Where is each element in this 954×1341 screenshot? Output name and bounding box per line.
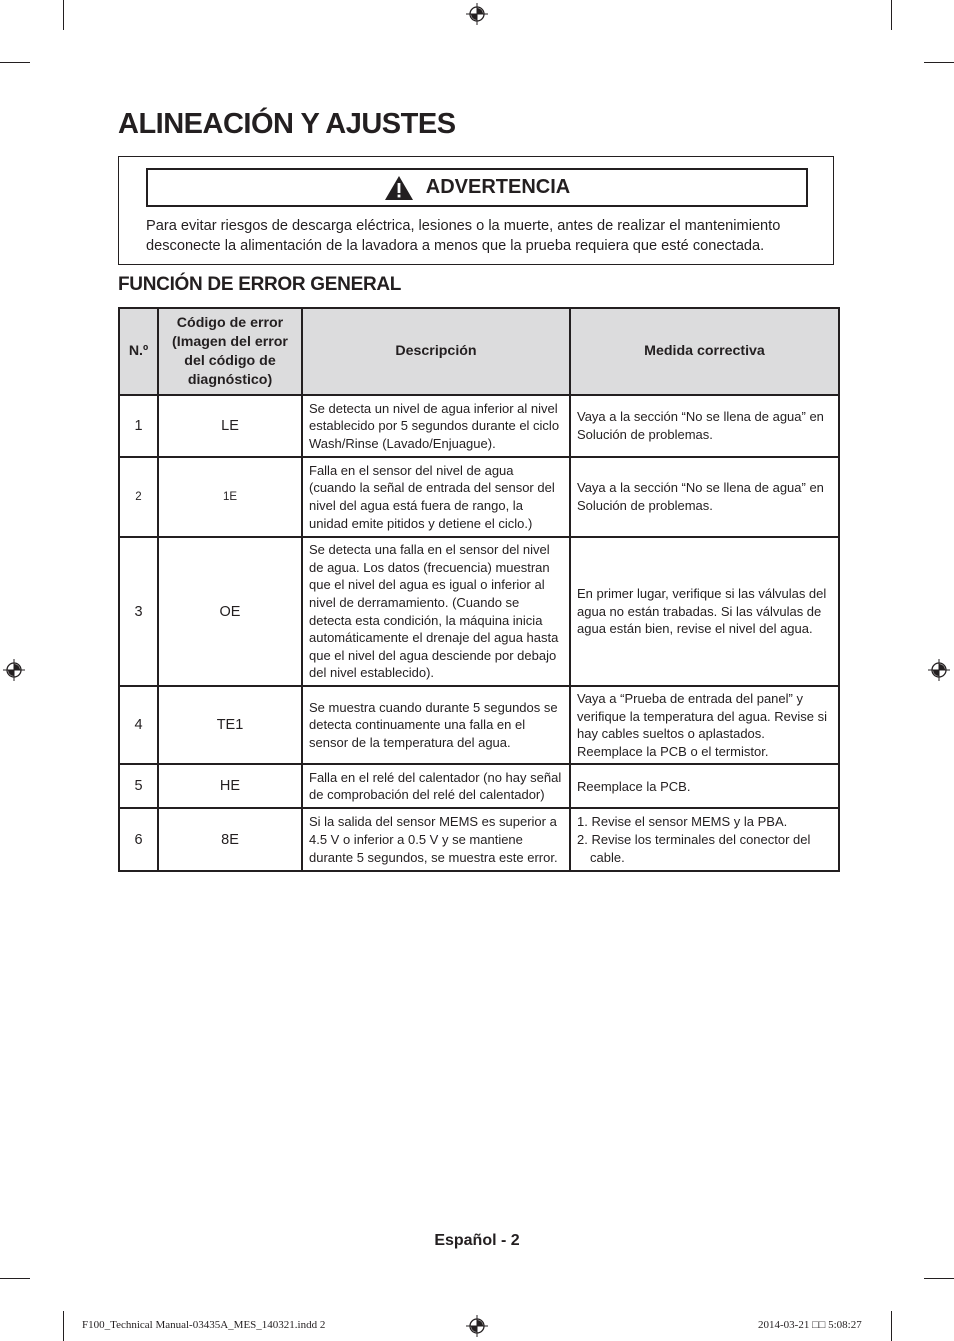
crop-mark <box>924 1278 954 1279</box>
table-row <box>119 808 839 871</box>
row-code: 1E <box>158 457 302 537</box>
table-row <box>119 457 839 537</box>
row-code: OE <box>158 537 302 686</box>
page-number: Español - 2 <box>434 1232 520 1249</box>
registration-mark-icon <box>466 3 488 25</box>
table-row <box>119 395 839 457</box>
crop-mark <box>891 1311 892 1341</box>
row-no: 1 <box>119 395 158 457</box>
error-table <box>118 307 840 872</box>
row-action: Vaya a la sección “No se llena de agua” en Solución de problemas. <box>570 457 839 537</box>
header-description: Descripción <box>302 308 570 395</box>
header-action: Medida correctiva <box>570 308 839 395</box>
row-description: Si la salida del sensor MEMS es superior a 4.5 V o inferior a 0.5 V y se mantiene durante 5 segundos, se muestra este error. <box>302 808 570 871</box>
row-description: Se muestra cuando durante 5 segundos se detecta continuamente una falla en el sensor de la temperatura del agua. <box>302 686 570 764</box>
row-no: 2 <box>119 457 158 537</box>
row-no: 6 <box>119 808 158 871</box>
crop-mark <box>0 62 30 63</box>
row-action: En primer lugar, verifique si las válvulas del agua no están trabadas. Si las válvulas de agua están bien, revise el nivel del agua. <box>570 537 839 686</box>
table-row <box>119 537 839 686</box>
row-code: LE <box>158 395 302 457</box>
row-description: Falla en el relé del calentador (no hay señal de comprobación del relé del calentador) <box>302 764 570 808</box>
crop-mark <box>924 62 954 63</box>
header-code: Código de error (Imagen del error del código de diagnóstico) <box>158 308 302 395</box>
crop-mark <box>63 0 64 30</box>
section-title: FUNCIÓN DE ERROR GENERAL <box>118 274 402 295</box>
table-header-row <box>119 308 839 395</box>
table-row <box>119 764 839 808</box>
row-code: TE1 <box>158 686 302 764</box>
action-item: 1. Revise el sensor MEMS y la PBA. <box>577 814 788 830</box>
row-action: Vaya a la sección “No se llena de agua” en Solución de problemas. <box>570 395 839 457</box>
registration-mark-icon <box>3 659 25 681</box>
row-no: 4 <box>119 686 158 764</box>
row-description: Se detecta una falla en el sensor del nivel de agua. Los datos (frecuencia) muestran que el nivel del agua es igual o inferior al nivel de derramamiento. (Cuando se detecta esta condición, la máquina inicia automáticamente el drenaje del agua hasta que el nivel del agua desciende por debajo del nivel establecido). <box>302 537 570 686</box>
warning-header <box>146 168 808 207</box>
crop-mark <box>0 1278 30 1279</box>
row-no: 3 <box>119 537 158 686</box>
warning-triangle-icon <box>384 175 414 201</box>
row-action: Reemplace la PCB. <box>570 764 839 808</box>
row-code: HE <box>158 764 302 808</box>
registration-mark-icon <box>466 1315 488 1337</box>
print-slug-file: F100_Technical Manual-03435A_MES_140321.indd 2 <box>82 1319 326 1331</box>
registration-mark-icon <box>928 659 950 681</box>
page-title: ALINEACIÓN Y AJUSTES <box>118 108 456 140</box>
row-code: 8E <box>158 808 302 871</box>
row-description: Falla en el sensor del nivel de agua (cuando la señal de entrada del sensor del nivel del agua está fuera de rango, la unidad emite pitidos y detiene el ciclo.) <box>302 457 570 537</box>
warning-box <box>118 156 834 265</box>
action-item: 2. Revise los terminales del conector del cable. <box>577 832 811 865</box>
warning-text: Para evitar riesgos de descarga eléctrica, lesiones o la muerte, antes de realizar el mantenimiento desconecte la alimentación de la lavadora a menos que la prueba requiera que esté conectada. <box>146 218 781 254</box>
crop-mark <box>63 1311 64 1341</box>
row-description: Se detecta un nivel de agua inferior al nivel establecido por 5 segundos durante el ciclo Wash/Rinse (Lavado/Enjuague). <box>302 395 570 457</box>
row-action <box>570 808 839 871</box>
row-action: Vaya a “Prueba de entrada del panel” y verifique la temperatura del agua. Revise si hay cables sueltos o aplastados. Reemplace la PCB o el termistor. <box>570 686 839 764</box>
row-no: 5 <box>119 764 158 808</box>
table-row <box>119 686 839 764</box>
header-no: N.º <box>119 308 158 395</box>
crop-mark <box>891 0 892 30</box>
print-slug-datetime: 2014-03-21 □□ 5:08:27 <box>758 1319 862 1331</box>
warning-heading: ADVERTENCIA <box>425 176 571 198</box>
